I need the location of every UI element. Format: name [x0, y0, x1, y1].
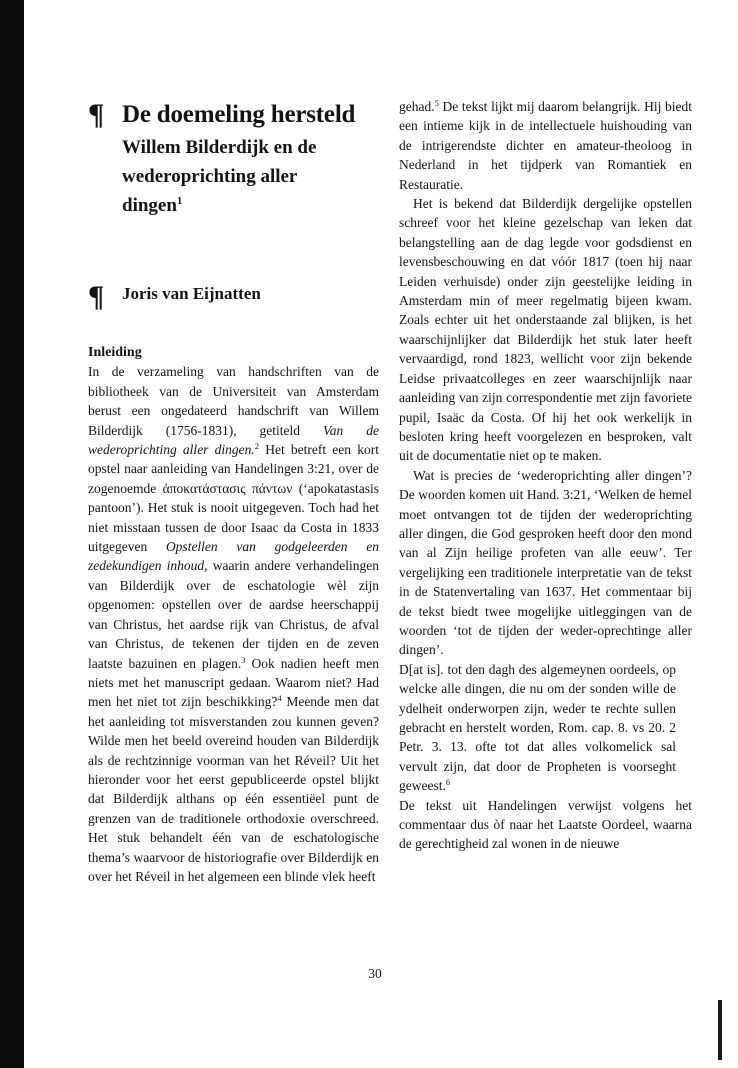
footnote-ref: 2	[254, 441, 259, 452]
paragraph: De tekst uit Handelingen verwijst volgens het commentaar dus òf naar het Laatste Oordeel, waarna de gerechtigheid zal wonen in de nieuwe	[399, 797, 692, 852]
text-run: In de verzameling van handschriften van de bibliotheek van de Universiteit van Amsterdam berust een ongedateerd handschrift van Willem Bilderdijk (1756-1831), getiteld	[88, 364, 379, 438]
text-run: waarin andere verhandelingen van Bilderdijk over de eschatologie wèl zijn opgenomen: opstellen over de aardse heerschappij van Christus, het aardse rijk van Christus, de afval van Christus, de tekenen der tijden en de zeven laatste bazuinen en plagen.	[88, 558, 379, 671]
text-run-italic: Opstellen van godgeleerden en zedekundigen inhoud,	[88, 539, 379, 574]
text-run: Het betreft een kort opstel naar aanleiding van Handelingen 3:21, over de zogenoemde ἀποκατάστασις πάντων (‘apokatastasis pantoon’). Het stuk is nooit uitgegeven. Toch had het niet misstaan tussen de door Isaac da Costa in 1833 uitgegeven	[88, 442, 379, 555]
footnote-ref: 6	[445, 777, 451, 788]
right-column	[399, 97, 692, 854]
text-run: Meende men dat het aanleiding tot misverstanden zou kunnen geven? Wilde men het beeld overeind houden van Bilderdijk als de rechtzinnige voorman van het Réveil? Uit het hieronder voor het eerst gepubliceerde opstel blijkt dat Bilderdijk althans op één essentiëel punt de grenzen van de traditionele orthodoxie overschreed. Het stuk behandelt één van de eschatologische thema’s waarvoor de historiografie over Bilderdijk en over het Réveil in het algemeen een blinde vlek heeft	[88, 694, 379, 884]
block-quote	[399, 660, 676, 796]
subtitle-text: Willem Bilderdijk en de wederoprichting aller dingen	[122, 137, 317, 216]
footnote-ref: 1	[176, 195, 183, 207]
text-run-italic: Van de wederoprichting aller dingen.	[88, 422, 379, 458]
pilcrow-icon: ¶	[88, 280, 105, 313]
footnote-ref: 4	[277, 693, 282, 704]
footnote-ref: 3	[241, 654, 246, 665]
author-name: Joris van Eijnatten	[122, 284, 261, 303]
paragraph	[88, 362, 379, 886]
pilcrow-icon: ¶	[88, 98, 105, 131]
quote-text: D[at is]. tot den dagh des algemeynen oordeels, op welcke alle dingen, die nu om der sonden wille de ydelheit onderworpen zijn, weder te rechte sullen gebracht en herstelt worden, Rom. cap. 8. vs 20. 2 Petr. 3. 13. ofte tot dat alles volkomelick sal vervult zijn, dat door de Propheten is voorseght geweest.	[399, 661, 676, 794]
text-run: De tekst lijkt mij daarom belangrijk. Hij biedt een intieme kijk in de intellectuele huishouding van de intrigerendste dichter en amateur-theoloog in Nederland in het tijdperk van Romantiek en Restauratie.	[399, 99, 692, 192]
article-subtitle	[122, 133, 362, 220]
paragraph	[399, 97, 692, 194]
scan-edge-right	[718, 1000, 722, 1060]
title-text	[122, 100, 362, 220]
text-run: Ook nadien heeft men niets met het manuscript gedaan. Waarom niet? Had men het niet tot zijn beschikking?	[88, 655, 379, 710]
paragraph: Het is bekend dat Bilderdijk dergelijke opstellen schreef voor het kleine gezelschap van leken dat belangstelling aan de dag legde voor godsdienst en levensbeschouwing en dat vóór 1817 (toen hij naar Leiden verhuisde) onder zijn geestelijke leiding in Amsterdam min of meer regelmatig bijeen kwam. Zoals echter uit het onderstaande zal blijken, is het waarschijnlijker dat Bilderdijk het stuk later heeft vervaardigd, rond 1823, wellicht voor zijn bekende Leidse privaatcolleges en zeer waarschijnlijk naar aanleiding van zijn correspondentie met zijn favoriete pupil, Isaäc da Costa. Of hij het ook werkelijk in besloten kring heeft voorgelezen en besproken, valt uit de documentatie niet op te maken.	[399, 196, 692, 464]
article-title: De doemeling hersteld	[122, 101, 356, 128]
left-column	[88, 343, 379, 886]
paragraph: Wat is precies de ‘wederoprichting aller dingen’? De woorden komen uit Hand. 3:21, ‘Welken de hemel moet ontvangen tot de tijden der wederoprichting aller dingen, die God gesproken heeft door den mond van al Zijn heilige profeten van alle eeuw’. Ter vergelijking een traditionele interpretatie van de tekst in de Statenvertaling van 1637. Het commentaar bij de tekst biedt twee mogelijke uitleggingen van de woorden ‘tot de tijden der weder-oprechtinge aller dingen’.	[399, 467, 692, 658]
footnote-ref: 5	[434, 98, 439, 108]
text-run: gehad.	[399, 99, 435, 114]
page-number: 30	[368, 966, 382, 981]
scan-edge-left	[0, 0, 24, 1068]
section-heading: Inleiding	[88, 345, 142, 360]
